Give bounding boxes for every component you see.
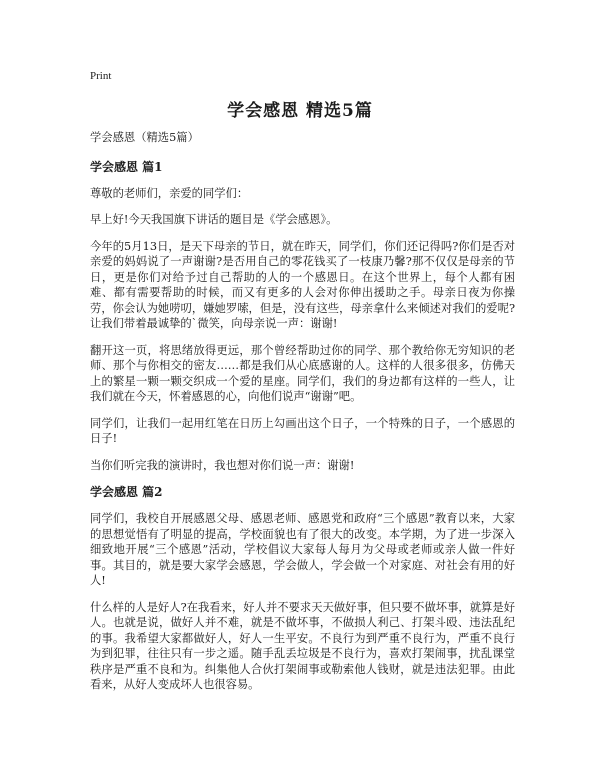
paragraph: 尊敬的老师们，亲爱的同学们： bbox=[90, 186, 249, 200]
section-heading-1: 学会感恩 篇1 bbox=[90, 159, 163, 174]
paragraph: 今年的5月13日，是天下母亲的节日，就在昨天，同学们，你们还记得吗?你们是否对亲爱的妈妈说了一声谢谢?是否用自己的零花钱买了一枝康乃馨?那不仅仅是母亲的节日，更是你们对给予过自己帮助的人的一个感恩日。在这个世界上，每个人都有困难、都有需要帮助的时候，而又有更多的人会对你伸出援助之手。母亲日夜为你操劳，你会认为她唠叨，嫌她罗嗦，但是，没有这些，母亲拿什么来倾述对我们的爱呢?让我们带着最诚挚的`微笑，向母亲说一声：谢谢! bbox=[90, 239, 515, 330]
paragraph: 早上好!今天我国旗下讲话的题目是《学会感恩》。 bbox=[90, 213, 338, 226]
paragraph: 当你们听完我的演讲时，我也想对你们说一声：谢谢! bbox=[90, 458, 355, 472]
print-link[interactable]: Print bbox=[90, 70, 112, 82]
paragraph: 翻开这一页，将思绪放得更远，那个曾经帮助过你的同学、那个教给你无穷知识的老师、那个与你相交的密友……都是我们从心底感谢的人。这样的人很多很多，仿佛天上的繁星一颗一颗交织成一个爱的星座。同学们，我们的身边都有这样的一些人，让我们就在今天，怀着感恩的心，向他们说声“谢谢”吧。 bbox=[90, 343, 515, 403]
page-title: 学会感恩 精选5篇 bbox=[227, 101, 373, 121]
section-heading-2: 学会感恩 篇2 bbox=[90, 485, 163, 499]
paragraph: 同学们，我校自开展感恩父母、感恩老师、感恩党和政府“三个感恩”教育以来，大家的思想觉悟有了明显的提高，学校面貌也有了很大的改变。本学期，为了进一步深入细致地开展“三个感恩”活动，学校倡议大家每人每月为父母或老师或亲人做一件好事。其目的，就是要大家学会感恩，学会做人，学会做一个对家庭、对社会有用的好人! bbox=[90, 512, 515, 587]
paragraph: 同学们，让我们一起用红笔在日历上勾画出这个日子，一个特殊的日子，一个感恩的日子! bbox=[90, 416, 515, 445]
paragraph: 什么样的人是好人?在我看来，好人并不要求天天做好事，但只要不做坏事，就算是好人。也就是说，做好人并不难，就是不做坏事，不做损人利己、打架斗殴、违法乱纪的事。我希望大家都做好人，好人一生平安。不良行为到严重不良行为，严重不良行为到犯罪，往往只有一步之遥。随手乱丢垃圾是不良行为，喜欢打架闹事，扰乱课堂秩序是严重不良和为。纠集他人合伙打架闹事或勒索他人钱财，就是违法犯罪。由此看来，从好人变成坏人也很容易。 bbox=[90, 600, 515, 691]
document-body bbox=[90, 130, 515, 704]
document-subtitle: 学会感恩（精选5篇） bbox=[90, 131, 199, 144]
